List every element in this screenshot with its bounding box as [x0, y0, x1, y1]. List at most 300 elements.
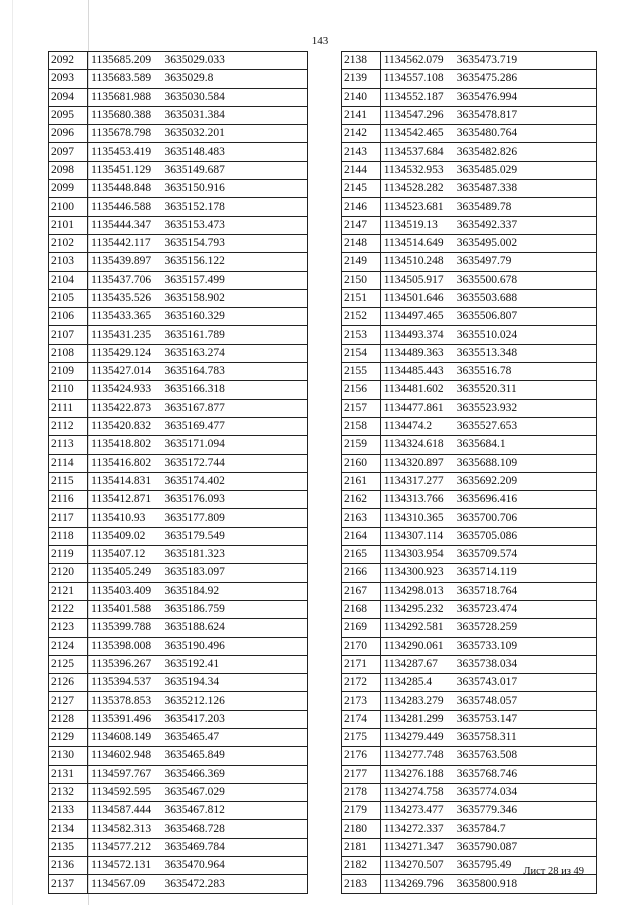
table-row: [342, 52, 597, 70]
point-number: 2171: [342, 655, 381, 673]
x-coordinate: 1134273.477: [380, 802, 454, 820]
y-coordinate: 3635733.109: [454, 637, 597, 655]
y-coordinate: 3635705.086: [454, 527, 597, 545]
y-coordinate: 3635157.499: [162, 271, 308, 289]
x-coordinate: 1135429.124: [88, 344, 162, 362]
y-coordinate: 3635523.932: [454, 399, 597, 417]
x-coordinate: 1134290.061: [380, 637, 454, 655]
point-number: 2142: [342, 125, 381, 143]
point-number: 2120: [49, 564, 88, 582]
x-coordinate: 1135453.419: [88, 143, 162, 161]
x-coordinate: 1134528.282: [380, 180, 454, 198]
y-coordinate: 3635743.017: [454, 674, 597, 692]
point-number: 2150: [342, 271, 381, 289]
point-number: 2096: [49, 125, 88, 143]
x-coordinate: 1134320.897: [380, 454, 454, 472]
y-coordinate: 3635714.119: [454, 564, 597, 582]
table-row: [342, 363, 597, 381]
x-coordinate: 1135407.12: [88, 546, 162, 564]
y-coordinate: 3635709.574: [454, 546, 597, 564]
y-coordinate: 3635176.093: [162, 491, 308, 509]
point-number: 2108: [49, 344, 88, 362]
x-coordinate: 1135401.588: [88, 600, 162, 618]
x-coordinate: 1135681.988: [88, 88, 162, 106]
y-coordinate: 3635489.78: [454, 198, 597, 216]
y-coordinate: 3635163.274: [162, 344, 308, 362]
point-number: 2144: [342, 161, 381, 179]
point-number: 2153: [342, 326, 381, 344]
point-number: 2132: [49, 783, 88, 801]
point-number: 2102: [49, 234, 88, 252]
x-coordinate: 1134287.67: [380, 655, 454, 673]
point-number: 2174: [342, 710, 381, 728]
table-row: [49, 234, 308, 252]
table-row: [342, 417, 597, 435]
y-coordinate: 3635790.087: [454, 838, 597, 856]
x-coordinate: 1134577.212: [88, 838, 162, 856]
table-row: [342, 491, 597, 509]
y-coordinate: 3635768.746: [454, 765, 597, 783]
table-row: [342, 106, 597, 124]
x-coordinate: 1134501.646: [380, 289, 454, 307]
table-row: [342, 125, 597, 143]
y-coordinate: 3635510.024: [454, 326, 597, 344]
x-coordinate: 1134592.595: [88, 783, 162, 801]
y-coordinate: 3635212.126: [162, 692, 308, 710]
table-row: [49, 70, 308, 88]
x-coordinate: 1134572.131: [88, 857, 162, 875]
point-number: 2148: [342, 234, 381, 252]
y-coordinate: 3635688.109: [454, 454, 597, 472]
table-row: [342, 674, 597, 692]
point-number: 2176: [342, 747, 381, 765]
point-number: 2098: [49, 161, 88, 179]
table-row: [342, 802, 597, 820]
y-coordinate: 3635466.369: [162, 765, 308, 783]
table-row: [342, 143, 597, 161]
point-number: 2101: [49, 216, 88, 234]
x-coordinate: 1134477.861: [380, 399, 454, 417]
y-coordinate: 3635723.474: [454, 600, 597, 618]
x-coordinate: 1134519.13: [380, 216, 454, 234]
y-coordinate: 3635482.826: [454, 143, 597, 161]
y-coordinate: 3635513.348: [454, 344, 597, 362]
point-number: 2097: [49, 143, 88, 161]
y-coordinate: 3635188.624: [162, 619, 308, 637]
table-row: [49, 454, 308, 472]
y-coordinate: 3635738.034: [454, 655, 597, 673]
point-number: 2112: [49, 417, 88, 435]
x-coordinate: 1135431.235: [88, 326, 162, 344]
point-number: 2164: [342, 527, 381, 545]
scan-margin-line: [12, 0, 13, 905]
coordinates-table-right: [341, 51, 597, 894]
table-row: [342, 253, 597, 271]
x-coordinate: 1135439.897: [88, 253, 162, 271]
point-number: 2161: [342, 472, 381, 490]
y-coordinate: 3635480.764: [454, 125, 597, 143]
point-number: 2146: [342, 198, 381, 216]
point-number: 2105: [49, 289, 88, 307]
point-number: 2154: [342, 344, 381, 362]
point-number: 2125: [49, 655, 88, 673]
point-number: 2133: [49, 802, 88, 820]
y-coordinate: 3635520.311: [454, 381, 597, 399]
y-coordinate: 3635160.329: [162, 308, 308, 326]
y-coordinate: 3635467.029: [162, 783, 308, 801]
y-coordinate: 3635506.807: [454, 308, 597, 326]
y-coordinate: 3635171.094: [162, 436, 308, 454]
x-coordinate: 1135451.129: [88, 161, 162, 179]
y-coordinate: 3635527.653: [454, 417, 597, 435]
point-number: 2135: [49, 838, 88, 856]
y-coordinate: 3635181.323: [162, 546, 308, 564]
point-number: 2168: [342, 600, 381, 618]
y-coordinate: 3635758.311: [454, 728, 597, 746]
point-number: 2127: [49, 692, 88, 710]
y-coordinate: 3635169.477: [162, 417, 308, 435]
point-number: 2157: [342, 399, 381, 417]
table-row: [49, 180, 308, 198]
point-number: 2103: [49, 253, 88, 271]
table-row: [49, 802, 308, 820]
table-row: [49, 674, 308, 692]
point-number: 2106: [49, 308, 88, 326]
y-coordinate: 3635492.337: [454, 216, 597, 234]
x-coordinate: 1135678.798: [88, 125, 162, 143]
y-coordinate: 3635183.097: [162, 564, 308, 582]
point-number: 2160: [342, 454, 381, 472]
x-coordinate: 1134547.296: [380, 106, 454, 124]
point-number: 2134: [49, 820, 88, 838]
table-row: [342, 88, 597, 106]
x-coordinate: 1134587.444: [88, 802, 162, 820]
y-coordinate: 3635148.483: [162, 143, 308, 161]
y-coordinate: 3635500.678: [454, 271, 597, 289]
y-coordinate: 3635467.812: [162, 802, 308, 820]
point-number: 2093: [49, 70, 88, 88]
table-row: [342, 70, 597, 88]
point-number: 2181: [342, 838, 381, 856]
x-coordinate: 1134292.581: [380, 619, 454, 637]
table-row: [49, 344, 308, 362]
y-coordinate: 3635478.817: [454, 106, 597, 124]
x-coordinate: 1134276.188: [380, 765, 454, 783]
x-coordinate: 1134582.313: [88, 820, 162, 838]
point-number: 2149: [342, 253, 381, 271]
y-coordinate: 3635497.79: [454, 253, 597, 271]
point-number: 2166: [342, 564, 381, 582]
point-number: 2128: [49, 710, 88, 728]
point-number: 2113: [49, 436, 88, 454]
point-number: 2114: [49, 454, 88, 472]
y-coordinate: 3635763.508: [454, 747, 597, 765]
point-number: 2178: [342, 783, 381, 801]
point-number: 2175: [342, 728, 381, 746]
point-number: 2099: [49, 180, 88, 198]
y-coordinate: 3635469.784: [162, 838, 308, 856]
table-row: [342, 637, 597, 655]
y-coordinate: 3635472.283: [162, 875, 308, 893]
table-row: [49, 655, 308, 673]
x-coordinate: 1135420.832: [88, 417, 162, 435]
sheet-footer: Лист 28 из 49: [523, 866, 584, 877]
x-coordinate: 1134557.108: [380, 70, 454, 88]
y-coordinate: 3635779.346: [454, 802, 597, 820]
x-coordinate: 1135396.267: [88, 655, 162, 673]
y-coordinate: 3635152.178: [162, 198, 308, 216]
x-coordinate: 1134274.758: [380, 783, 454, 801]
x-coordinate: 1135435.526: [88, 289, 162, 307]
table-row: [49, 509, 308, 527]
table-row: [49, 88, 308, 106]
y-coordinate: 3635503.688: [454, 289, 597, 307]
point-number: 2139: [342, 70, 381, 88]
table-row: [342, 509, 597, 527]
y-coordinate: 3635696.416: [454, 491, 597, 509]
y-coordinate: 3635029.033: [162, 52, 308, 70]
x-coordinate: 1135433.365: [88, 308, 162, 326]
x-coordinate: 1134523.681: [380, 198, 454, 216]
x-coordinate: 1134307.114: [380, 527, 454, 545]
table-row: [342, 161, 597, 179]
table-row: [49, 546, 308, 564]
point-number: 2145: [342, 180, 381, 198]
point-number: 2115: [49, 472, 88, 490]
point-number: 2167: [342, 582, 381, 600]
x-coordinate: 1134497.465: [380, 308, 454, 326]
table-row: [342, 820, 597, 838]
table-row: [342, 454, 597, 472]
table-row: [49, 619, 308, 637]
x-coordinate: 1135448.848: [88, 180, 162, 198]
y-coordinate: 3635684.1: [454, 436, 597, 454]
y-coordinate: 3635156.122: [162, 253, 308, 271]
table-row: [342, 600, 597, 618]
table-row: [342, 216, 597, 234]
x-coordinate: 1135416.802: [88, 454, 162, 472]
x-coordinate: 1134313.766: [380, 491, 454, 509]
x-coordinate: 1134283.279: [380, 692, 454, 710]
point-number: 2169: [342, 619, 381, 637]
table-row: [49, 125, 308, 143]
table-row: [342, 472, 597, 490]
y-coordinate: 3635184.92: [162, 582, 308, 600]
y-coordinate: 3635795.49: [454, 857, 597, 875]
point-number: 2162: [342, 491, 381, 509]
table-row: [49, 161, 308, 179]
table-row: [49, 381, 308, 399]
y-coordinate: 3635153.473: [162, 216, 308, 234]
table-row: [342, 381, 597, 399]
x-coordinate: 1134285.4: [380, 674, 454, 692]
table-row: [49, 728, 308, 746]
y-coordinate: 3635692.209: [454, 472, 597, 490]
point-number: 2158: [342, 417, 381, 435]
point-number: 2094: [49, 88, 88, 106]
y-coordinate: 3635468.728: [162, 820, 308, 838]
x-coordinate: 1134542.465: [380, 125, 454, 143]
x-coordinate: 1135418.802: [88, 436, 162, 454]
point-number: 2104: [49, 271, 88, 289]
x-coordinate: 1134279.449: [380, 728, 454, 746]
table-row: [49, 857, 308, 875]
point-number: 2177: [342, 765, 381, 783]
y-coordinate: 3635029.8: [162, 70, 308, 88]
table-row: [342, 180, 597, 198]
x-coordinate: 1134271.347: [380, 838, 454, 856]
table-row: [342, 289, 597, 307]
y-coordinate: 3635495.002: [454, 234, 597, 252]
table-row: [49, 582, 308, 600]
table-row: [49, 436, 308, 454]
point-number: 2116: [49, 491, 88, 509]
x-coordinate: 1135442.117: [88, 234, 162, 252]
table-row: [49, 363, 308, 381]
point-number: 2138: [342, 52, 381, 70]
table-row: [342, 619, 597, 637]
x-coordinate: 1134597.767: [88, 765, 162, 783]
y-coordinate: 3635700.706: [454, 509, 597, 527]
point-number: 2118: [49, 527, 88, 545]
table-row: [49, 143, 308, 161]
x-coordinate: 1134300.923: [380, 564, 454, 582]
table-row: [49, 765, 308, 783]
point-number: 2123: [49, 619, 88, 637]
table-row: [49, 417, 308, 435]
x-coordinate: 1135412.871: [88, 491, 162, 509]
y-coordinate: 3635784.7: [454, 820, 597, 838]
point-number: 2173: [342, 692, 381, 710]
x-coordinate: 1134562.079: [380, 52, 454, 70]
y-coordinate: 3635417.203: [162, 710, 308, 728]
table-row: [49, 491, 308, 509]
point-number: 2159: [342, 436, 381, 454]
table-row: [342, 710, 597, 728]
x-coordinate: 1135444.347: [88, 216, 162, 234]
coordinates-table-left: [48, 51, 308, 894]
table-row: [49, 600, 308, 618]
point-number: 2180: [342, 820, 381, 838]
table-row: [49, 783, 308, 801]
table-row: [49, 564, 308, 582]
y-coordinate: 3635167.877: [162, 399, 308, 417]
x-coordinate: 1134269.796: [380, 875, 454, 893]
y-coordinate: 3635728.259: [454, 619, 597, 637]
point-number: 2130: [49, 747, 88, 765]
point-number: 2156: [342, 381, 381, 399]
table-row: [342, 765, 597, 783]
table-row: [342, 564, 597, 582]
x-coordinate: 1135414.831: [88, 472, 162, 490]
y-coordinate: 3635487.338: [454, 180, 597, 198]
table-row: [49, 875, 308, 893]
point-number: 2163: [342, 509, 381, 527]
y-coordinate: 3635154.793: [162, 234, 308, 252]
table-row: [49, 106, 308, 124]
y-coordinate: 3635186.759: [162, 600, 308, 618]
table-row: [49, 637, 308, 655]
page-number: 143: [311, 35, 329, 47]
x-coordinate: 1134514.649: [380, 234, 454, 252]
y-coordinate: 3635164.783: [162, 363, 308, 381]
x-coordinate: 1135378.853: [88, 692, 162, 710]
table-row: [342, 344, 597, 362]
point-number: 2100: [49, 198, 88, 216]
table-row: [342, 234, 597, 252]
table-row: [342, 875, 597, 893]
point-number: 2165: [342, 546, 381, 564]
x-coordinate: 1134303.954: [380, 546, 454, 564]
y-coordinate: 3635179.549: [162, 527, 308, 545]
point-number: 2111: [49, 399, 88, 417]
x-coordinate: 1134537.684: [380, 143, 454, 161]
x-coordinate: 1135398.008: [88, 637, 162, 655]
point-number: 2141: [342, 106, 381, 124]
point-number: 2155: [342, 363, 381, 381]
x-coordinate: 1134567.09: [88, 875, 162, 893]
table-row: [49, 253, 308, 271]
x-coordinate: 1134532.953: [380, 161, 454, 179]
y-coordinate: 3635032.201: [162, 125, 308, 143]
point-number: 2137: [49, 875, 88, 893]
point-number: 2140: [342, 88, 381, 106]
point-number: 2095: [49, 106, 88, 124]
x-coordinate: 1134277.748: [380, 747, 454, 765]
y-coordinate: 3635031.384: [162, 106, 308, 124]
x-coordinate: 1135437.706: [88, 271, 162, 289]
point-number: 2129: [49, 728, 88, 746]
point-number: 2121: [49, 582, 88, 600]
y-coordinate: 3635475.286: [454, 70, 597, 88]
y-coordinate: 3635149.687: [162, 161, 308, 179]
x-coordinate: 1134298.013: [380, 582, 454, 600]
table-row: [49, 820, 308, 838]
x-coordinate: 1134485.443: [380, 363, 454, 381]
x-coordinate: 1134481.602: [380, 381, 454, 399]
table-row: [49, 838, 308, 856]
point-number: 2124: [49, 637, 88, 655]
y-coordinate: 3635718.764: [454, 582, 597, 600]
x-coordinate: 1134510.248: [380, 253, 454, 271]
y-coordinate: 3635774.034: [454, 783, 597, 801]
x-coordinate: 1135424.933: [88, 381, 162, 399]
table-row: [342, 308, 597, 326]
table-row: [342, 838, 597, 856]
point-number: 2136: [49, 857, 88, 875]
table-row: [49, 527, 308, 545]
table-row: [342, 692, 597, 710]
point-number: 2126: [49, 674, 88, 692]
point-number: 2122: [49, 600, 88, 618]
point-number: 2131: [49, 765, 88, 783]
point-number: 2179: [342, 802, 381, 820]
point-number: 2119: [49, 546, 88, 564]
x-coordinate: 1134324.618: [380, 436, 454, 454]
table-row: [49, 216, 308, 234]
x-coordinate: 1135410.93: [88, 509, 162, 527]
table-row: [49, 472, 308, 490]
x-coordinate: 1135394.537: [88, 674, 162, 692]
y-coordinate: 3635030.584: [162, 88, 308, 106]
x-coordinate: 1135391.496: [88, 710, 162, 728]
y-coordinate: 3635485.029: [454, 161, 597, 179]
table-row: [342, 783, 597, 801]
y-coordinate: 3635465.849: [162, 747, 308, 765]
y-coordinate: 3635476.994: [454, 88, 597, 106]
table-row: [342, 728, 597, 746]
point-number: 2117: [49, 509, 88, 527]
